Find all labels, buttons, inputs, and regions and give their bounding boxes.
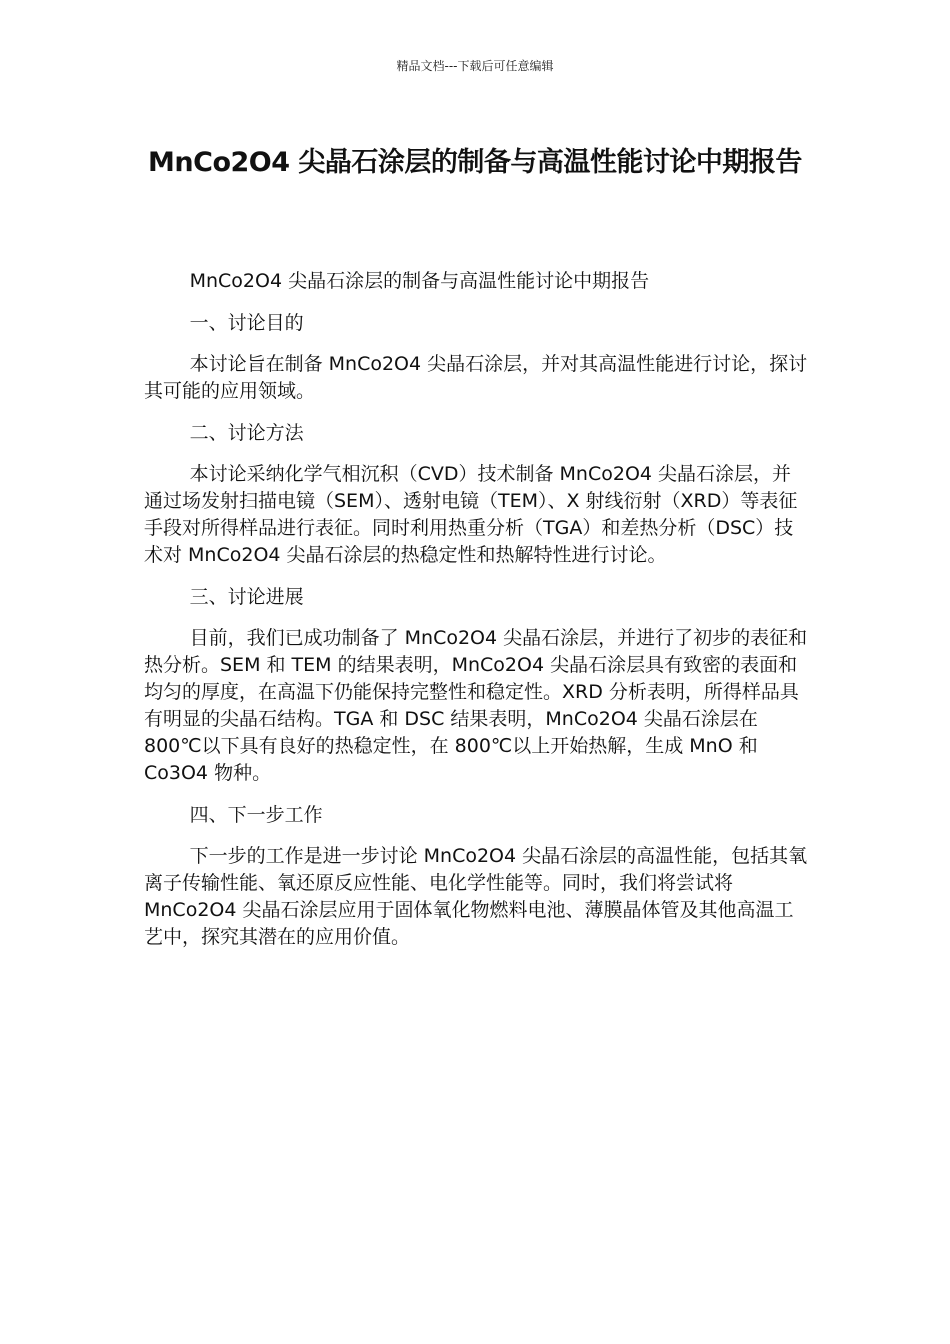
section-heading-progress: 三、讨论进展 [189, 586, 304, 608]
document-body [144, 268, 808, 966]
intro-line: MnCo2O4 尖晶石涂层的制备与高温性能讨论中期报告 [189, 270, 650, 292]
paragraph-purpose: 本讨论旨在制备 MnCo2O4 尖晶石涂层，并对其高温性能进行讨论，探讨其可能的应用领域。 [144, 353, 808, 402]
section-heading-next-steps: 四、下一步工作 [189, 804, 323, 826]
paragraph-method: 本讨论采纳化学气相沉积（CVD）技术制备 MnCo2O4 尖晶石涂层，并通过场发射扫描电镜（SEM）、透射电镜（TEM）、X 射线衍射（XRD）等表征手段对所得样品进行表征。同时利用热重分析（TGA）和差热分析（DSC）技术对 MnCo2O4 尖晶石涂层的热稳定性和热解特性进行讨论。 [144, 463, 798, 566]
document-title: MnCo2O4 尖晶石涂层的制备与高温性能讨论中期报告 [148, 147, 802, 178]
paragraph-next-steps: 下一步的工作是进一步讨论 MnCo2O4 尖晶石涂层的高温性能，包括其氧离子传输性能、氧还原反应性能、电化学性能等。同时，我们将尝试将 MnCo2O4 尖晶石涂层应用于固体氧化物燃料电池、薄膜晶体管及其他高温工艺中，探究其潜在的应用价值。 [144, 845, 808, 948]
section-heading-purpose: 一、讨论目的 [189, 312, 304, 334]
section-heading-method: 二、讨论方法 [189, 422, 304, 444]
header-note: 精品文档---下载后可任意编辑 [396, 59, 554, 73]
paragraph-progress: 目前，我们已成功制备了 MnCo2O4 尖晶石涂层，并进行了初步的表征和热分析。SEM 和 TEM 的结果表明，MnCo2O4 尖晶石涂层具有致密的表面和均匀的厚度，在高温下仍能保持完整性和稳定性。XRD 分析表明，所得样品具有明显的尖晶石结构。TGA 和 DSC 结果表明，MnCo2O4 尖晶石涂层在 800℃以下具有良好的热稳定性，在 800℃以上开始热解，生成 MnO 和 Co3O4 物种。 [144, 627, 808, 784]
